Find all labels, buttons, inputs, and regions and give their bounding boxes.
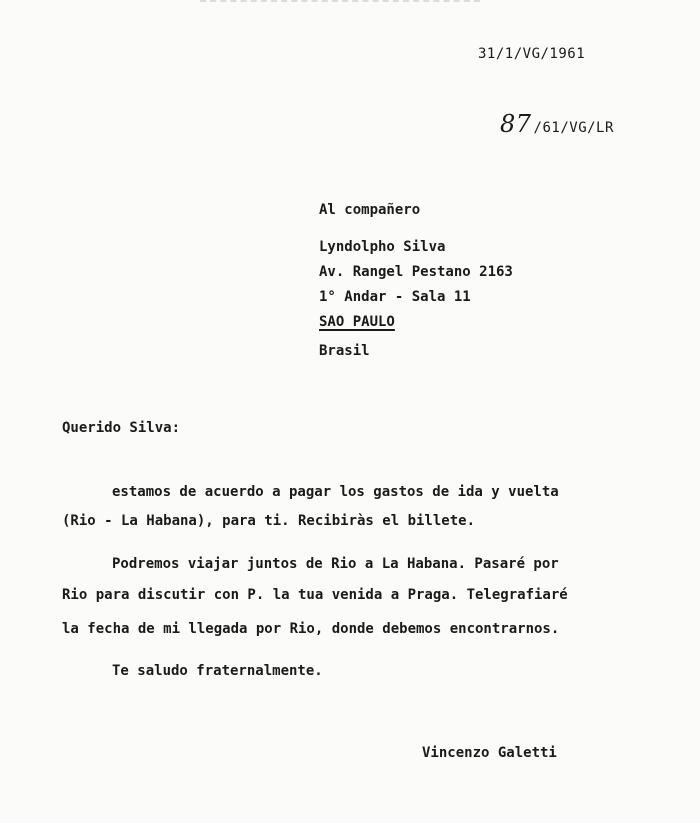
closing-line: Te saludo fraternalmente. [112,663,323,679]
signature: Vincenzo Galetti [422,745,557,761]
recipient-name: Lyndolpho Silva [319,239,446,255]
typed-reference: /61/VG/LR [533,120,614,136]
recipient-floor: 1° Andar - Sala 11 [319,289,471,305]
salutation: Querido Silva: [62,420,181,436]
recipient-country: Brasil [319,343,370,359]
recipient-street: Av. Rangel Pestano 2163 [319,264,513,280]
letter-date: 31/1/VG/1961 [478,46,586,62]
recipient-city: SAO PAULO [319,314,395,330]
paragraph-1-line-1: estamos de acuerdo a pagar los gastos de ida y vuelta [112,484,559,500]
paragraph-2-line-1: Podremos viajar juntos de Rio a La Habana. Pasaré por [112,556,559,572]
handwritten-reference: 87 [500,110,532,138]
paragraph-2-line-2: Rio para discutir con P. la tua venida a Praga. Telegrafiaré [62,587,568,603]
paragraph-2-line-3: la fecha de mi llegada por Rio, donde debemos encontrarnos. [62,621,560,637]
address-greeting: Al compañero [319,202,421,218]
recipient-address-block [319,198,513,364]
reference-number [500,110,614,138]
scan-edge-artifact [200,0,480,6]
paragraph-1-line-2: (Rio - La Habana), para ti. Recibiràs el billete. [62,513,476,529]
